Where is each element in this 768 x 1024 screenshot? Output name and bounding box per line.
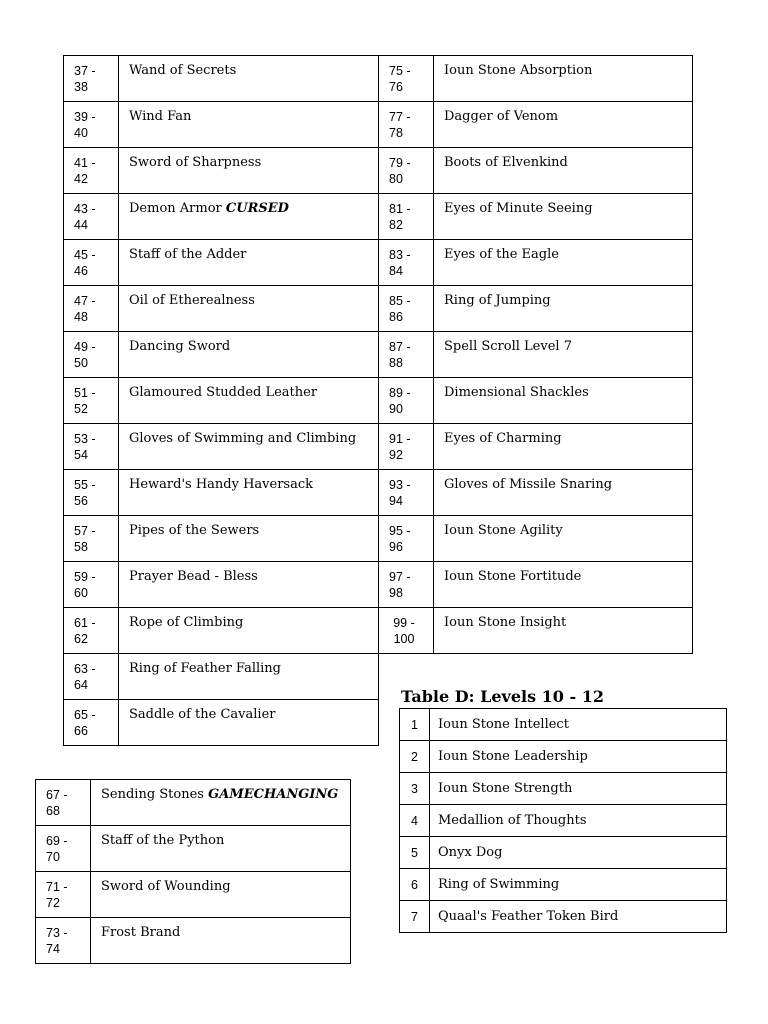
item-name: Eyes of Charming [444, 431, 562, 446]
item-cell [119, 148, 379, 194]
item-name: Wind Fan [129, 109, 192, 124]
roll-range: 61 - 62 [64, 608, 119, 654]
roll-range: 65 - 66 [64, 700, 119, 746]
item-name: Spell Scroll Level 7 [444, 339, 572, 354]
table-row [36, 918, 351, 964]
table-row [379, 148, 693, 194]
item-cell [119, 194, 379, 240]
table-row [64, 608, 379, 654]
item-name: Ioun Stone Intellect [438, 717, 569, 732]
item-cell [434, 56, 693, 102]
item-cell [430, 741, 727, 773]
table-c-bottom [35, 779, 351, 964]
item-name: Gloves of Swimming and Climbing [129, 431, 357, 446]
table-row [379, 102, 693, 148]
roll-range: 81 - 82 [379, 194, 434, 240]
item-name: Demon Armor [129, 201, 222, 216]
item-name: Rope of Climbing [129, 615, 244, 630]
table-row [379, 562, 693, 608]
item-cell [434, 470, 693, 516]
table-row [379, 240, 693, 286]
table-row [379, 286, 693, 332]
item-cell [119, 56, 379, 102]
item-name: Gloves of Missile Snaring [444, 477, 613, 492]
item-name: Dimensional Shackles [444, 385, 589, 400]
item-name: Dancing Sword [129, 339, 231, 354]
roll-range: 5 [400, 837, 430, 869]
roll-range: 71 - 72 [36, 872, 91, 918]
item-name: Sword of Wounding [101, 879, 231, 894]
table-row [379, 332, 693, 378]
item-cell [434, 240, 693, 286]
item-name: Oil of Etherealness [129, 293, 255, 308]
table-row [64, 516, 379, 562]
roll-range: 3 [400, 773, 430, 805]
table-row [36, 872, 351, 918]
table-row [400, 741, 727, 773]
item-name: Quaal's Feather Token Bird [438, 909, 619, 924]
item-cell [119, 516, 379, 562]
item-name: Medallion of Thoughts [438, 813, 587, 828]
item-name: Sword of Sharpness [129, 155, 262, 170]
table-row [64, 286, 379, 332]
roll-range: 1 [400, 709, 430, 741]
table-d-title: Table D: Levels 10 - 12 [401, 687, 604, 706]
table-row [379, 194, 693, 240]
roll-range: 79 - 80 [379, 148, 434, 194]
table-d [399, 708, 727, 933]
item-name: Ioun Stone Agility [444, 523, 563, 538]
item-cell [119, 608, 379, 654]
table-row [64, 470, 379, 516]
item-name: Heward's Handy Haversack [129, 477, 313, 492]
item-cell [430, 901, 727, 933]
table-row [400, 869, 727, 901]
roll-range: 45 - 46 [64, 240, 119, 286]
item-name: Ioun Stone Insight [444, 615, 567, 630]
item-cell [430, 805, 727, 837]
table-row [36, 780, 351, 826]
item-name: Eyes of Minute Seeing [444, 201, 593, 216]
roll-range: 83 - 84 [379, 240, 434, 286]
table-c-left-body [64, 56, 379, 746]
item-name: Staff of the Adder [129, 247, 247, 262]
item-name: Ring of Feather Falling [129, 661, 281, 676]
table-row [36, 826, 351, 872]
item-cell [430, 869, 727, 901]
item-name: Ring of Jumping [444, 293, 551, 308]
roll-range: 4 [400, 805, 430, 837]
item-cell [434, 608, 693, 654]
table-row [64, 56, 379, 102]
item-name: Frost Brand [101, 925, 181, 940]
table-row [379, 424, 693, 470]
item-cell [434, 194, 693, 240]
table-row [379, 470, 693, 516]
item-name: Glamoured Studded Leather [129, 385, 318, 400]
item-cell [119, 654, 379, 700]
roll-range: 73 - 74 [36, 918, 91, 964]
item-cell [119, 332, 379, 378]
roll-range: 53 - 54 [64, 424, 119, 470]
roll-range: 6 [400, 869, 430, 901]
roll-range: 87 - 88 [379, 332, 434, 378]
table-row [379, 56, 693, 102]
roll-range: 41 - 42 [64, 148, 119, 194]
item-name: Boots of Elvenkind [444, 155, 568, 170]
roll-range: 95 - 96 [379, 516, 434, 562]
item-cell [91, 918, 351, 964]
item-cell [430, 773, 727, 805]
roll-range: 49 - 50 [64, 332, 119, 378]
item-name: Ioun Stone Absorption [444, 63, 593, 78]
roll-range: 57 - 58 [64, 516, 119, 562]
table-row [64, 194, 379, 240]
item-cell [434, 286, 693, 332]
table-row [400, 709, 727, 741]
item-cell [430, 837, 727, 869]
roll-range: 39 - 40 [64, 102, 119, 148]
table-row [64, 240, 379, 286]
table-c-right-body [379, 56, 693, 654]
roll-range: 91 - 92 [379, 424, 434, 470]
item-cell [434, 562, 693, 608]
item-name: Saddle of the Cavalier [129, 707, 276, 722]
item-name: Onyx Dog [438, 845, 503, 860]
table-c-right [378, 55, 693, 654]
table-row [64, 378, 379, 424]
roll-range: 47 - 48 [64, 286, 119, 332]
roll-range: 97 - 98 [379, 562, 434, 608]
item-name: Staff of the Python [101, 833, 225, 848]
item-name: Sending Stones [101, 787, 204, 802]
table-row [64, 424, 379, 470]
table-row [400, 837, 727, 869]
item-cell [91, 872, 351, 918]
item-cell [119, 700, 379, 746]
table-row [64, 102, 379, 148]
item-name: Pipes of the Sewers [129, 523, 260, 538]
roll-range: 7 [400, 901, 430, 933]
item-tag: CURSED [225, 201, 289, 216]
table-row [400, 901, 727, 933]
item-tag: GAMECHANGING [208, 787, 339, 802]
table-row [379, 608, 693, 654]
item-name: Ioun Stone Strength [438, 781, 573, 796]
roll-range: 2 [400, 741, 430, 773]
item-name: Ioun Stone Fortitude [444, 569, 582, 584]
item-cell [434, 516, 693, 562]
roll-range: 75 - 76 [379, 56, 434, 102]
table-c-left [63, 55, 379, 746]
roll-range: 63 - 64 [64, 654, 119, 700]
item-name: Eyes of the Eagle [444, 247, 559, 262]
roll-range: 59 - 60 [64, 562, 119, 608]
table-row [400, 805, 727, 837]
roll-range: 69 - 70 [36, 826, 91, 872]
table-row [379, 378, 693, 424]
table-d-body [400, 709, 727, 933]
item-name: Prayer Bead - Bless [129, 569, 258, 584]
table-row [64, 148, 379, 194]
table-row [400, 773, 727, 805]
roll-range: 67 - 68 [36, 780, 91, 826]
item-cell [119, 424, 379, 470]
item-cell [434, 378, 693, 424]
item-name: Ioun Stone Leadership [438, 749, 588, 764]
item-cell [434, 332, 693, 378]
roll-range: 93 - 94 [379, 470, 434, 516]
roll-range: 51 - 52 [64, 378, 119, 424]
table-row [64, 562, 379, 608]
item-cell [119, 102, 379, 148]
roll-range: 99 - 100 [379, 608, 434, 654]
roll-range: 37 - 38 [64, 56, 119, 102]
table-row [379, 516, 693, 562]
table-row [64, 332, 379, 378]
item-cell [119, 378, 379, 424]
item-name: Wand of Secrets [129, 63, 237, 78]
item-cell [119, 470, 379, 516]
table-c-bottom-body [36, 780, 351, 964]
roll-range: 85 - 86 [379, 286, 434, 332]
item-cell [434, 424, 693, 470]
item-cell [430, 709, 727, 741]
roll-range: 89 - 90 [379, 378, 434, 424]
roll-range: 77 - 78 [379, 102, 434, 148]
item-cell [91, 826, 351, 872]
roll-range: 43 - 44 [64, 194, 119, 240]
item-cell [119, 562, 379, 608]
item-cell [91, 780, 351, 826]
item-cell [434, 148, 693, 194]
item-name: Dagger of Venom [444, 109, 559, 124]
item-cell [434, 102, 693, 148]
item-name: Ring of Swimming [438, 877, 560, 892]
table-row [64, 700, 379, 746]
roll-range: 55 - 56 [64, 470, 119, 516]
table-row [64, 654, 379, 700]
item-cell [119, 240, 379, 286]
item-cell [119, 286, 379, 332]
